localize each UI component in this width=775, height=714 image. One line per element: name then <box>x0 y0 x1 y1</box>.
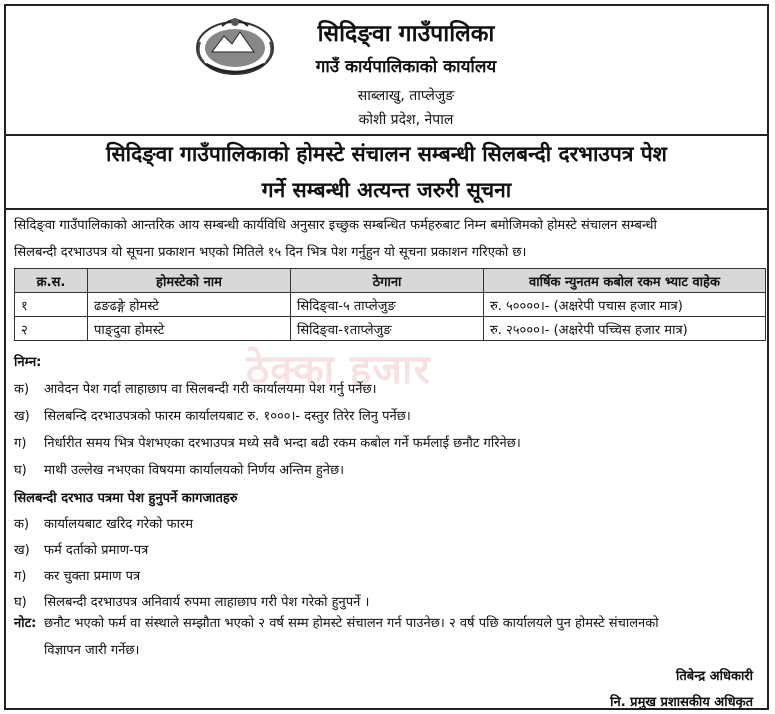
table-cell: सिदिङ्वा-१ताप्लेजुङ <box>291 317 484 341</box>
list-item <box>14 379 377 397</box>
notice-heading <box>6 134 767 210</box>
list-item <box>14 406 411 424</box>
notice-heading-line-2: गर्ने सम्बन्धी अत्यन्त जरुरी सूचना <box>261 178 512 202</box>
homestay-table <box>14 268 766 341</box>
address-line-2: कोशी प्रदेश, नेपाल <box>358 112 454 128</box>
list-text: आवेदन पेश गर्दा लाहाछाप वा सिलबन्दी गरी कार्यालयमा पेश गर्नु पर्नेछ। <box>44 382 377 397</box>
list-text: निर्धारीत समय भित्र पेशभएका दरभाउपत्र मध्ये सवै भन्दा बढी रकम कबोल गर्ने फर्मलाई छनौट गरिनेछ। <box>44 436 521 451</box>
column-header: क्र.स. <box>15 269 88 293</box>
list-marker: घ) <box>14 595 27 610</box>
intro-line-1: सिदिङ्वा गाउँपालिकाको आन्तरिक आय सम्बन्धी कार्यविधि अनुसार इच्छुक सम्बन्धित फर्महरुबाट निम्न बमोजिमको होमस्टे संचालन सम्बन्धी <box>14 218 657 233</box>
list-text: सिलबन्दि दरभाउपत्रको फारम कार्यालयबाट रु. १०००।- दस्तुर तिरेर लिनु पर्नेछ। <box>44 409 411 424</box>
intro-paragraph <box>14 212 766 266</box>
table-row <box>15 317 766 341</box>
table-cell: रु. २५०००।- (अक्षरेपी पच्चिस हजार मात्र) <box>484 317 766 341</box>
table-cell: १ <box>15 293 88 317</box>
table-cell: पाङ्दुवा होमस्टे <box>88 317 291 341</box>
table-cell: सिदिङ्वा-५ ताप्लेजुङ <box>291 293 484 317</box>
documents-label: सिलबन्दी दरभाउ पत्रमा पेश हुनुपर्ने कागजातहरु <box>14 491 238 506</box>
watermark: ठेक्का हजार <box>246 347 431 393</box>
column-header: वार्षिक न्युनतम कबोल रकम भ्याट वाहेक <box>484 269 766 293</box>
signatory-name: तिबेन्द्र अधिकारी <box>676 669 753 684</box>
list-marker: क) <box>14 382 30 397</box>
note-line-1: छनौट भएको फर्म वा संस्थाले सम्झौता भएको २ वर्ष सम्म होमस्टे संचालन गर्न पाउनेछ। २ वर्ष पछि कार्यालयले पुन होमस्टे संचालनको <box>44 616 659 631</box>
list-text: सिलबन्दी दरभाउपत्र अनिवार्य रुपमा लाहाछाप गरी पेश गरेको हुनुपर्ने । <box>44 595 370 610</box>
intro-line-2: सिलबन्दी दरभाउपत्र यो सूचना प्रकाशन भएको मितिले १५ दिन भित्र पेश गर्नुहुन यो सूचना प्रकाशन गरिएको छ। <box>14 245 527 260</box>
list-text: कार्यालयबाट खरिद गरेको फारम <box>44 517 194 532</box>
list-item <box>14 460 344 478</box>
list-marker: घ) <box>14 463 27 478</box>
note-line-2: विज्ञापन जारी गर्नेछ। <box>44 643 140 658</box>
table-cell: ढङढङ्गे होमस्टे <box>88 293 291 317</box>
list-marker: ख) <box>14 409 30 424</box>
conditions-label: निम्न: <box>14 355 42 370</box>
office-name: गाउँ कार्यपालिकाको कार्यालय <box>315 57 497 77</box>
list-item <box>14 514 193 532</box>
notice-heading-line-1: सिदिङ्वा गाउँपालिकाको होमस्टे संचालन सम्बन्धी सिलबन्दी दरभाउपत्र पेश <box>106 142 667 166</box>
list-marker: क) <box>14 517 30 532</box>
list-text: कर चुक्ता प्रमाण पत्र <box>44 569 141 584</box>
address-line-1: साब्लाखु, ताप्लेजुङ <box>357 88 455 104</box>
list-marker: ख) <box>14 543 30 558</box>
list-item <box>14 592 369 610</box>
list-text: माथी उल्लेख नभएका विषयमा कार्यालयको निर्णय अन्तिम हुनेछ। <box>44 463 344 478</box>
list-item <box>14 433 521 451</box>
letterhead <box>6 6 767 136</box>
list-marker: ग) <box>14 436 27 451</box>
table-header-row <box>15 269 766 293</box>
note-label: नोट: <box>14 616 37 631</box>
table-cell: रु. ५००००।- (अक्षरेपी पचास हजार मात्र) <box>484 293 766 317</box>
list-text: फर्म दर्ताको प्रमाण-पत्र <box>44 543 149 558</box>
list-item <box>14 566 140 584</box>
notice-frame <box>4 4 769 710</box>
signatory-designation: नि. प्रमुख प्रशासकीय अधिकृत <box>610 695 753 710</box>
list-item <box>14 540 148 558</box>
table-cell: २ <box>15 317 88 341</box>
column-header: ठेगाना <box>291 269 484 293</box>
table-row <box>15 293 766 317</box>
column-header: होमस्टेको नाम <box>88 269 291 293</box>
note-paragraph <box>14 610 766 664</box>
list-marker: ग) <box>14 569 27 584</box>
municipality-title: सिदिङ्वा गाउँपालिका <box>317 21 495 47</box>
